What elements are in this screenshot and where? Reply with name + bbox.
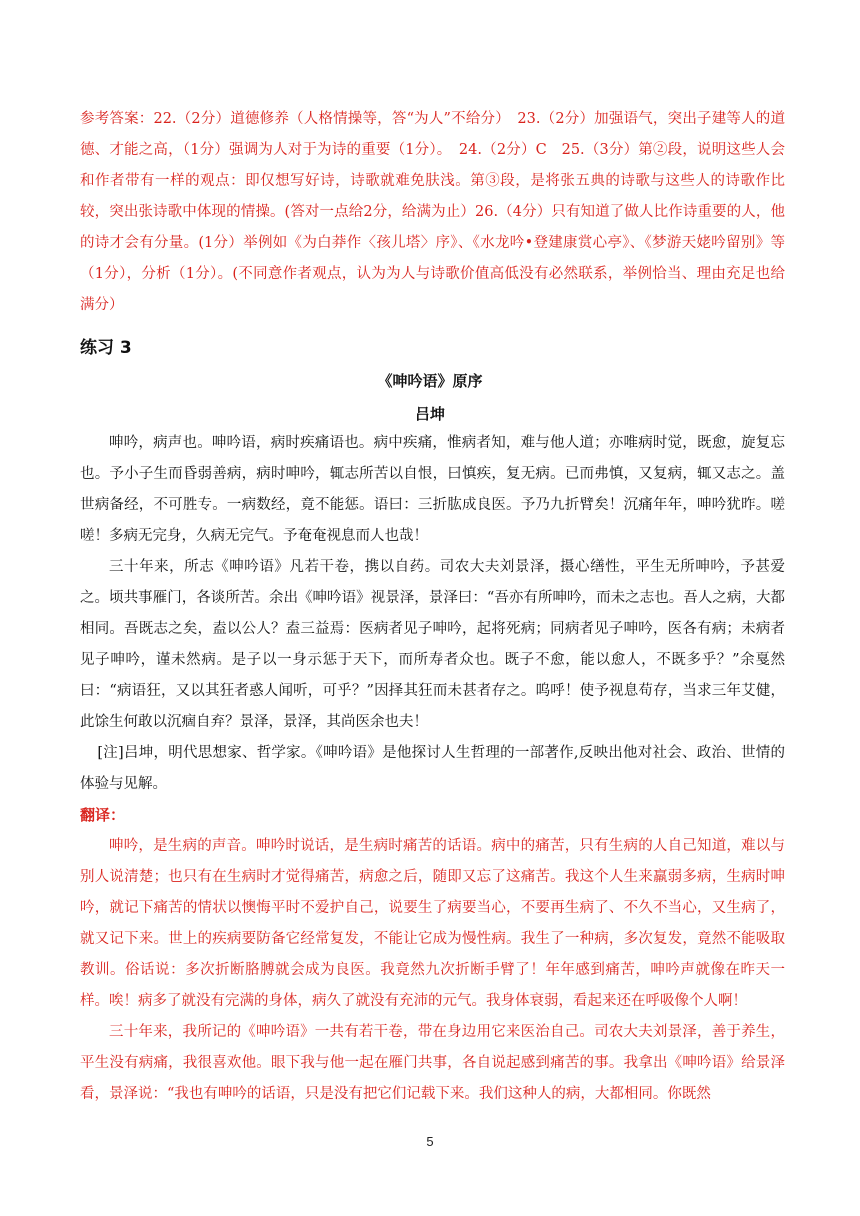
- translation-paragraph-2: 三十年来，我所记的《呻吟语》一共有若干卷，带在身边用它来医治自己。司农大夫刘景泽，善于养生，平生没有病痛，我很喜欢他。眼下我与他一起在雁门共事，各自说起感到痛苦的事。我拿出《呻吟语》给景泽看，景泽说：“我也有呻吟的话语，只是没有把它们记载下来。我们这种人的病，大都相同。你既然: [80, 1024, 785, 1102]
- essay-note: [注]吕坤，明代思想家、哲学家。《呻吟语》是他探讨人生哲理的一部著作,反映出他对社会、政治、世情的体验与见解。: [80, 745, 785, 792]
- essay-paragraph-2: 三十年来，所志《呻吟语》凡若干卷，携以自药。司农大夫刘景泽，摄心缮性，平生无所呻吟，予甚爱之。顷共事雁门，各谈所苦。余出《呻吟语》视景泽，景泽曰：“吾亦有所呻吟，而未之志也。吾人之病，大都相同。吾既志之矣，盍以公人？盍三益焉：医病者见子呻吟，起将死病；同病者见子呻吟，医各有病；未病者见子呻吟，谨未然病。是子以一身示惩于天下，而所寿者众也。既子不愈，能以愈人，不既多乎？”余戛然曰：“病语狂，又以其狂者惑人闻听，可乎？”因择其狂而未甚者存之。呜呼！使予视息苟存，当求三年艾健，此馀生何敢以沉痼自弃？景泽，景泽，其尚医余也夫！: [80, 559, 785, 730]
- essay-paragraph-1: 呻吟，病声也。呻吟语，病时疾痛语也。病中疾痛，惟病者知，难与他人道；亦唯病时觉，既愈，旋复忘也。予小子生而昏弱善病，病时呻吟，辄志所苦以自恨，曰慎疾，复无病。已而弗慎，又复病，辄又志之。盖世病备经，不可胜专。一病数经，竟不能惩。语曰：三折肱成良医。予乃九折臂矣！沉痛年年，呻吟犹昨。嗟嗟！多病无完身，久病无完气。予奄奄视息而人也哉！: [80, 435, 785, 544]
- translation-label: 翻译：: [80, 806, 126, 824]
- answer-key: 参考答案：22.（2分）道德修养（人格情操等，答“为人”不给分） 23.（2分）加强语气，突出子建等人的道德、才能之高，（1分）强调为人对于为诗的重要（1分）。 24.（2分）C 25.（3分）第②段，说明这些人会和作者带有一样的观点：即仅想写好诗，诗歌就难免肤浅。第③段，是将张五典的诗歌与这些人的诗歌作比较，突出张诗歌中体现的情操。(答对一点给2分，给满为止）26.（4分）只有知道了做人比作诗重要的人，他的诗才会有分量。(1分）举例如《为白莽作〈孩儿塔〉序》、《水龙吟•登建康赏心亭》、《梦游天姥吟留别》等（1分），分析（1分）。(不同意作者观点，认为为人与诗歌价值高低没有必然联系，举例恰当、理由充足也给满分）: [80, 111, 785, 313]
- essay-author: 吕坤: [414, 405, 445, 423]
- translation-paragraph-1: 呻吟，是生病的声音。呻吟时说话，是生病时痛苦的话语。病中的痛苦，只有生病的人自己知道，难以与别人说清楚；也只有在生病时才觉得痛苦，病愈之后，随即又忘了这痛苦。我这个人生来羸弱多病，生病时呻吟，就记下痛苦的情状以懊悔平时不爱护自己，说要生了病要当心，不要再生病了、不久不当心，又生病了，就又记下来。世上的疾病要防备它经常复发，不能让它成为慢性病。我生了一种病，多次复发，竟然不能吸取教训。俗话说：多次折断胳膊就会成为良医。我竟然九次折断手臂了！年年感到痛苦，呻吟声就像在昨天一样。唉！病多了就没有完满的身体，病久了就没有充沛的元气。我身体衰弱，看起来还在呼吸像个人啊！: [80, 838, 785, 1009]
- essay-title: 《呻吟语》原序: [377, 372, 483, 390]
- page-number: 5: [426, 1134, 434, 1149]
- section-title: 练习 3: [80, 338, 132, 358]
- essay-body: [80, 428, 785, 1110]
